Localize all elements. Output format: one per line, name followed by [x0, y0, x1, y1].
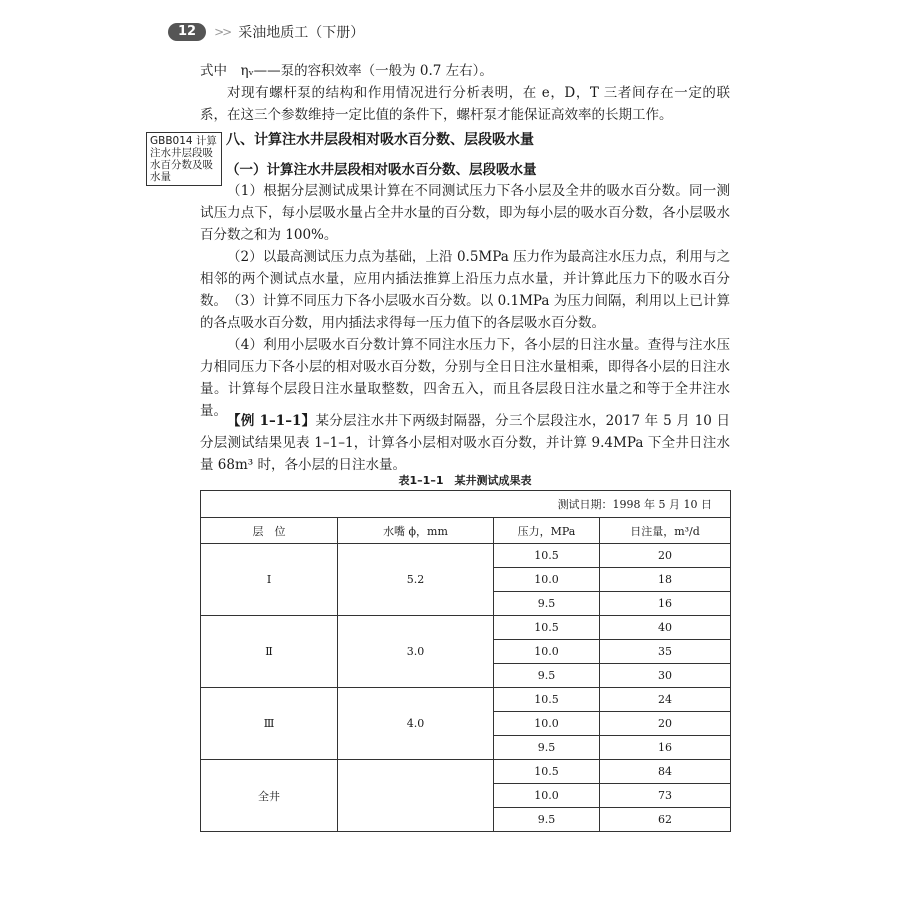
pressure-cell: 9.5: [494, 592, 600, 616]
injection-cell: 20: [600, 712, 731, 736]
nozzle-cell: [338, 760, 494, 832]
injection-cell: 84: [600, 760, 731, 784]
injection-cell: 30: [600, 664, 731, 688]
layer-cell: Ⅰ: [201, 544, 338, 616]
section-heading: 八、计算注水井层段相对吸水百分数、层段吸水量: [226, 132, 534, 148]
header-pressure: 压力，MPa: [494, 518, 600, 544]
example-paragraph: [200, 410, 730, 476]
layer-cell: Ⅱ: [201, 616, 338, 688]
injection-cell: 40: [600, 616, 731, 640]
nozzle-cell: 5.2: [338, 544, 494, 616]
formula-line: 式中 ηᵥ——泵的容积效率（一般为 0.7 左右）。: [200, 63, 493, 79]
table-header-row: [201, 518, 731, 544]
pressure-cell: 10.5: [494, 544, 600, 568]
book-title: 采油地质工（下册）: [238, 25, 365, 41]
layer-cell: Ⅲ: [201, 688, 338, 760]
table-row: [201, 616, 731, 640]
injection-cell: 24: [600, 688, 731, 712]
table-row: [201, 688, 731, 712]
layer-cell: 全井: [201, 760, 338, 832]
pressure-cell: 10.5: [494, 688, 600, 712]
table-row: [201, 544, 731, 568]
sub-heading: （一）计算注水井层段相对吸水百分数、层段吸水量: [226, 162, 537, 178]
pressure-cell: 10.0: [494, 568, 600, 592]
step-1: （1）根据分层测试成果计算在不同测试压力下各小层及全井的吸水百分数。同一测试压力点下，每小层吸水量占全井水量的百分数，即为每小层的吸水百分数，各小层吸水百分数之和为 100%。: [200, 183, 730, 243]
pressure-cell: 9.5: [494, 808, 600, 832]
chevron-icon: >>: [214, 25, 231, 39]
pressure-cell: 9.5: [494, 664, 600, 688]
side-tag: GBB014 计算注水井层段吸水百分数及吸水量: [146, 132, 222, 186]
pressure-cell: 9.5: [494, 736, 600, 760]
step-4: （4）利用小层吸水百分数计算不同注水压力下，各小层的日注水量。查得与注水压力相同压力下各小层的相对吸水百分数，分别与全日日注水量相乘，即得各小层的日注水量。计算每个层段日注水量取整数，四舍五入，而且各层段日注水量之和等于全井注水量。: [200, 337, 730, 419]
pressure-cell: 10.5: [494, 760, 600, 784]
injection-cell: 35: [600, 640, 731, 664]
example-label: 【例 1–1–1】: [227, 413, 316, 429]
header-nozzle: 水嘴 ϕ，mm: [338, 518, 494, 544]
pressure-cell: 10.0: [494, 640, 600, 664]
nozzle-cell: 3.0: [338, 616, 494, 688]
paragraph-screw-pump: 对现有螺杆泵的结构和作用情况进行分析表明，在 e，D，T 三者间存在一定的联系，在这三个参数维持一定比值的条件下，螺杆泵才能保证高效率的长期工作。: [200, 85, 730, 123]
header-layer: 层 位: [201, 518, 338, 544]
injection-cell: 16: [600, 736, 731, 760]
page-number: 12: [168, 23, 206, 41]
example-text: 某分层注水井下两级封隔器，分三个层段注水，2017 年 5 月 10 日分层测试结果见表 1–1–1，计算各小层相对吸水百分数，并计算 9.4MPa 下全井日注水量 68m³ 时，各小层的日注水量。: [200, 413, 730, 473]
step-3: （3）计算不同压力下各小层吸水百分数。以 0.1MPa 为压力间隔，利用以上已计算的各点吸水百分数，用内插法求得每一压力值下的各层吸水百分数。: [200, 293, 730, 331]
injection-cell: 16: [600, 592, 731, 616]
injection-cell: 73: [600, 784, 731, 808]
nozzle-cell: 4.0: [338, 688, 494, 760]
table-title: 表1–1–1 某井测试成果表: [398, 474, 532, 487]
pressure-cell: 10.5: [494, 616, 600, 640]
injection-cell: 18: [600, 568, 731, 592]
header-daily-injection: 日注量，m³/d: [600, 518, 731, 544]
injection-cell: 62: [600, 808, 731, 832]
injection-cell: 20: [600, 544, 731, 568]
test-date: 测试日期：1998 年 5 月 10 日: [201, 491, 731, 518]
test-results-table: [200, 490, 731, 832]
running-header: [168, 22, 364, 42]
pressure-cell: 10.0: [494, 712, 600, 736]
table-row: [201, 760, 731, 784]
pressure-cell: 10.0: [494, 784, 600, 808]
step-2: （2）以最高测试压力点为基础，上沿 0.5MPa 压力作为最高注水压力点，利用与之相邻的两个测试点水量，应用内插法推算上沿压力点水量，并计算此压力下的吸水百分数。: [200, 249, 730, 309]
